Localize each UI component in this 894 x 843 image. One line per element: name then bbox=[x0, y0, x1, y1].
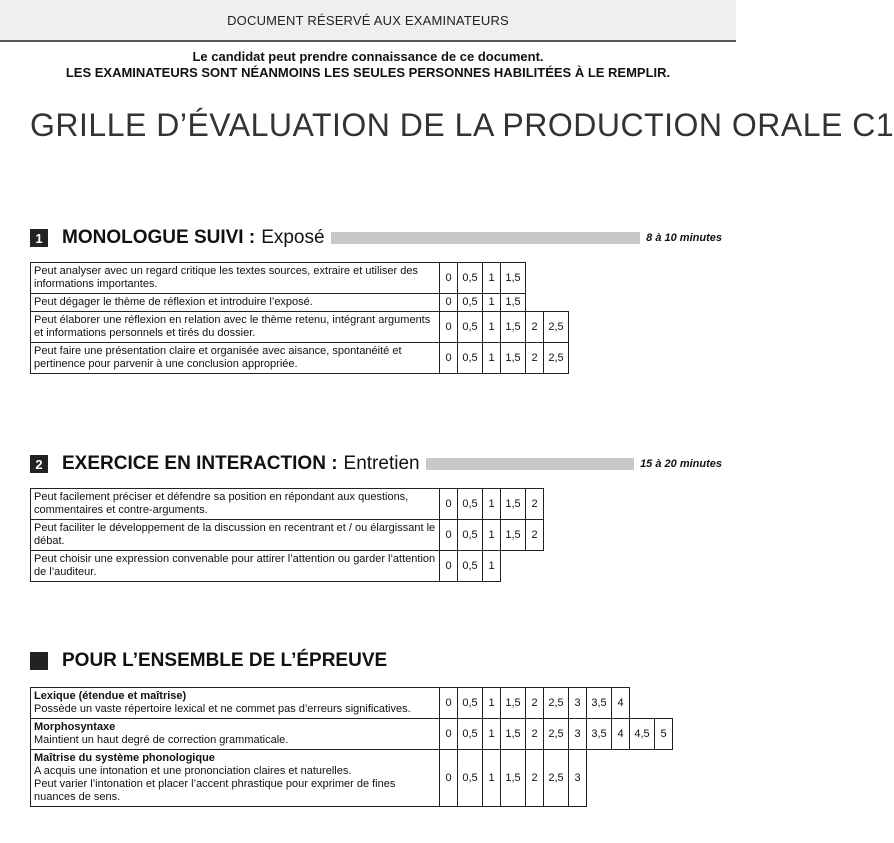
criteria-table bbox=[30, 488, 544, 582]
score-cell[interactable]: 1,5 bbox=[501, 263, 526, 294]
criterion-cell bbox=[31, 312, 440, 343]
criterion-text: Peut choisir une expression convenable pour attirer l’attention ou garder l’attention de l’auditeur. bbox=[34, 553, 436, 578]
score-cell[interactable]: 0,5 bbox=[458, 294, 483, 312]
examiner-banner bbox=[0, 0, 736, 42]
criterion-text: Peut faciliter le développement de la discussion en recentrant et / ou élargissant le débat. bbox=[34, 522, 436, 547]
score-cell[interactable]: 1 bbox=[483, 750, 501, 807]
score-cell[interactable]: 1,5 bbox=[501, 520, 526, 551]
section-header bbox=[30, 452, 722, 476]
criterion-cell bbox=[31, 520, 440, 551]
score-cell[interactable]: 1 bbox=[483, 551, 501, 582]
score-cell[interactable]: 1 bbox=[483, 343, 501, 374]
notice bbox=[0, 49, 736, 81]
criterion-row bbox=[31, 750, 673, 807]
criterion-row bbox=[31, 688, 673, 719]
criterion-cell bbox=[31, 294, 440, 312]
score-cell[interactable]: 1 bbox=[483, 489, 501, 520]
criterion-row bbox=[31, 263, 569, 294]
score-cell[interactable]: 0,5 bbox=[458, 750, 483, 807]
score-cell[interactable]: 2 bbox=[526, 520, 544, 551]
criterion-cell bbox=[31, 719, 440, 750]
score-cell[interactable]: 1 bbox=[483, 294, 501, 312]
section-header bbox=[30, 649, 722, 673]
score-cell[interactable]: 2 bbox=[526, 343, 544, 374]
criteria-table bbox=[30, 262, 569, 374]
score-cell[interactable]: 3 bbox=[569, 750, 587, 807]
score-cell[interactable]: 1 bbox=[483, 719, 501, 750]
score-cell[interactable]: 0,5 bbox=[458, 489, 483, 520]
score-cell[interactable]: 4 bbox=[612, 688, 630, 719]
score-cell[interactable]: 1 bbox=[483, 312, 501, 343]
criterion-row bbox=[31, 312, 569, 343]
score-cell[interactable]: 4,5 bbox=[630, 719, 655, 750]
score-cell[interactable]: 1 bbox=[483, 688, 501, 719]
criterion-cell bbox=[31, 688, 440, 719]
score-cell[interactable]: 1,5 bbox=[501, 750, 526, 807]
criterion-row bbox=[31, 719, 673, 750]
score-cell[interactable]: 1,5 bbox=[501, 343, 526, 374]
section-square bbox=[30, 652, 48, 670]
criterion-text: Peut élaborer une réflexion en relation avec le thème retenu, intégrant arguments et informations personnels et tirés du dossier. bbox=[34, 314, 431, 339]
score-cell[interactable]: 2,5 bbox=[544, 750, 569, 807]
criterion-row bbox=[31, 489, 544, 520]
criterion-label: Maîtrise du système phonologique bbox=[34, 752, 215, 764]
score-cell[interactable]: 0,5 bbox=[458, 343, 483, 374]
score-cell[interactable]: 2 bbox=[526, 312, 544, 343]
banner-text: DOCUMENT RÉSERVÉ AUX EXAMINATEURS bbox=[227, 12, 509, 28]
criterion-cell bbox=[31, 263, 440, 294]
score-cell[interactable]: 0 bbox=[440, 489, 458, 520]
notice-line-1: Le candidat peut prendre connaissance de ce document. bbox=[192, 49, 544, 64]
score-cell[interactable]: 0 bbox=[440, 750, 458, 807]
criterion-text: A acquis une intonation et une prononciation claires et naturelles. Peut varier l’intonation et placer l’accent phrastique pour exprimer de fines nuances de sens. bbox=[34, 765, 396, 803]
score-cell[interactable]: 3 bbox=[569, 719, 587, 750]
criterion-text: Peut dégager le thème de réflexion et introduire l’exposé. bbox=[34, 296, 313, 308]
score-cell[interactable]: 2,5 bbox=[544, 688, 569, 719]
criterion-row bbox=[31, 343, 569, 374]
section-title: EXERCICE EN INTERACTION : bbox=[62, 453, 338, 474]
criterion-cell bbox=[31, 551, 440, 582]
score-cell[interactable]: 0 bbox=[440, 719, 458, 750]
criterion-text: Possède un vaste répertoire lexical et ne commet pas d’erreurs significatives. bbox=[34, 703, 411, 715]
criterion-label: Lexique (étendue et maîtrise) bbox=[34, 690, 187, 702]
score-cell[interactable]: 3 bbox=[569, 688, 587, 719]
criterion-cell bbox=[31, 343, 440, 374]
section-bar bbox=[426, 458, 634, 470]
section-bar bbox=[331, 232, 641, 244]
section-interaction bbox=[30, 452, 722, 582]
score-cell[interactable]: 1 bbox=[483, 263, 501, 294]
section-number-box: 2 bbox=[30, 455, 48, 473]
score-cell[interactable]: 2,5 bbox=[544, 719, 569, 750]
score-cell[interactable]: 1,5 bbox=[501, 688, 526, 719]
score-cell[interactable]: 2 bbox=[526, 489, 544, 520]
score-cell[interactable]: 2 bbox=[526, 719, 544, 750]
criterion-text: Peut faire une présentation claire et organisée avec aisance, spontanéité et pertinence pour parvenir à une conclusion appropriée. bbox=[34, 345, 402, 370]
score-cell[interactable]: 0,5 bbox=[458, 551, 483, 582]
criterion-text: Peut analyser avec un regard critique les textes sources, extraire et utiliser des informations importantes. bbox=[34, 265, 418, 290]
score-cell[interactable]: 0,5 bbox=[458, 312, 483, 343]
score-cell[interactable]: 0 bbox=[440, 263, 458, 294]
section-header bbox=[30, 226, 722, 250]
criterion-row bbox=[31, 551, 544, 582]
score-cell[interactable]: 0,5 bbox=[458, 520, 483, 551]
score-cell[interactable]: 1,5 bbox=[501, 294, 526, 312]
notice-line-2: LES EXAMINATEURS SONT NÉANMOINS LES SEULES PERSONNES HABILITÉES À LE REMPLIR. bbox=[65, 65, 671, 80]
section-number-box: 1 bbox=[30, 229, 48, 247]
section-overall bbox=[30, 649, 722, 807]
score-cell[interactable]: 0,5 bbox=[458, 719, 483, 750]
score-cell[interactable]: 3,5 bbox=[587, 719, 612, 750]
score-cell[interactable]: 0 bbox=[440, 294, 458, 312]
score-cell[interactable]: 0 bbox=[440, 343, 458, 374]
criterion-row bbox=[31, 294, 569, 312]
score-cell[interactable]: 1,5 bbox=[501, 489, 526, 520]
section-subtitle: Entretien bbox=[343, 453, 420, 474]
score-cell[interactable]: 0 bbox=[440, 520, 458, 551]
score-cell[interactable]: 1,5 bbox=[501, 312, 526, 343]
score-cell[interactable]: 3,5 bbox=[587, 688, 612, 719]
score-cell[interactable]: 1 bbox=[483, 520, 501, 551]
section-duration: 15 à 20 minutes bbox=[640, 458, 722, 470]
section-title: MONOLOGUE SUIVI : bbox=[62, 227, 256, 248]
score-cell[interactable]: 0,5 bbox=[458, 688, 483, 719]
score-cell[interactable]: 2 bbox=[526, 750, 544, 807]
criterion-cell bbox=[31, 750, 440, 807]
score-cell[interactable]: 2,5 bbox=[544, 312, 569, 343]
section-duration: 8 à 10 minutes bbox=[646, 232, 722, 244]
criterion-cell bbox=[31, 489, 440, 520]
score-cell[interactable]: 2 bbox=[526, 688, 544, 719]
score-cell[interactable]: 0,5 bbox=[458, 263, 483, 294]
page-title: GRILLE D’ÉVALUATION DE LA PRODUCTION ORALE C1 bbox=[30, 107, 894, 143]
section-monologue bbox=[30, 226, 722, 374]
section-title: POUR L’ENSEMBLE DE L’ÉPREUVE bbox=[62, 650, 388, 671]
criterion-text: Maintient un haut degré de correction grammaticale. bbox=[34, 734, 289, 746]
score-cell[interactable]: 0 bbox=[440, 312, 458, 343]
score-cell[interactable]: 0 bbox=[440, 688, 458, 719]
criteria-table bbox=[30, 687, 673, 807]
score-cell[interactable]: 0 bbox=[440, 551, 458, 582]
criterion-row bbox=[31, 520, 544, 551]
score-cell[interactable]: 2,5 bbox=[544, 343, 569, 374]
score-cell[interactable]: 1,5 bbox=[501, 719, 526, 750]
section-subtitle: Exposé bbox=[261, 227, 325, 248]
criterion-text: Peut facilement préciser et défendre sa position en répondant aux questions, commentaires et contre-arguments. bbox=[34, 491, 409, 516]
criterion-label: Morphosyntaxe bbox=[34, 721, 116, 733]
score-cell[interactable]: 4 bbox=[612, 719, 630, 750]
score-cell[interactable]: 5 bbox=[655, 719, 673, 750]
